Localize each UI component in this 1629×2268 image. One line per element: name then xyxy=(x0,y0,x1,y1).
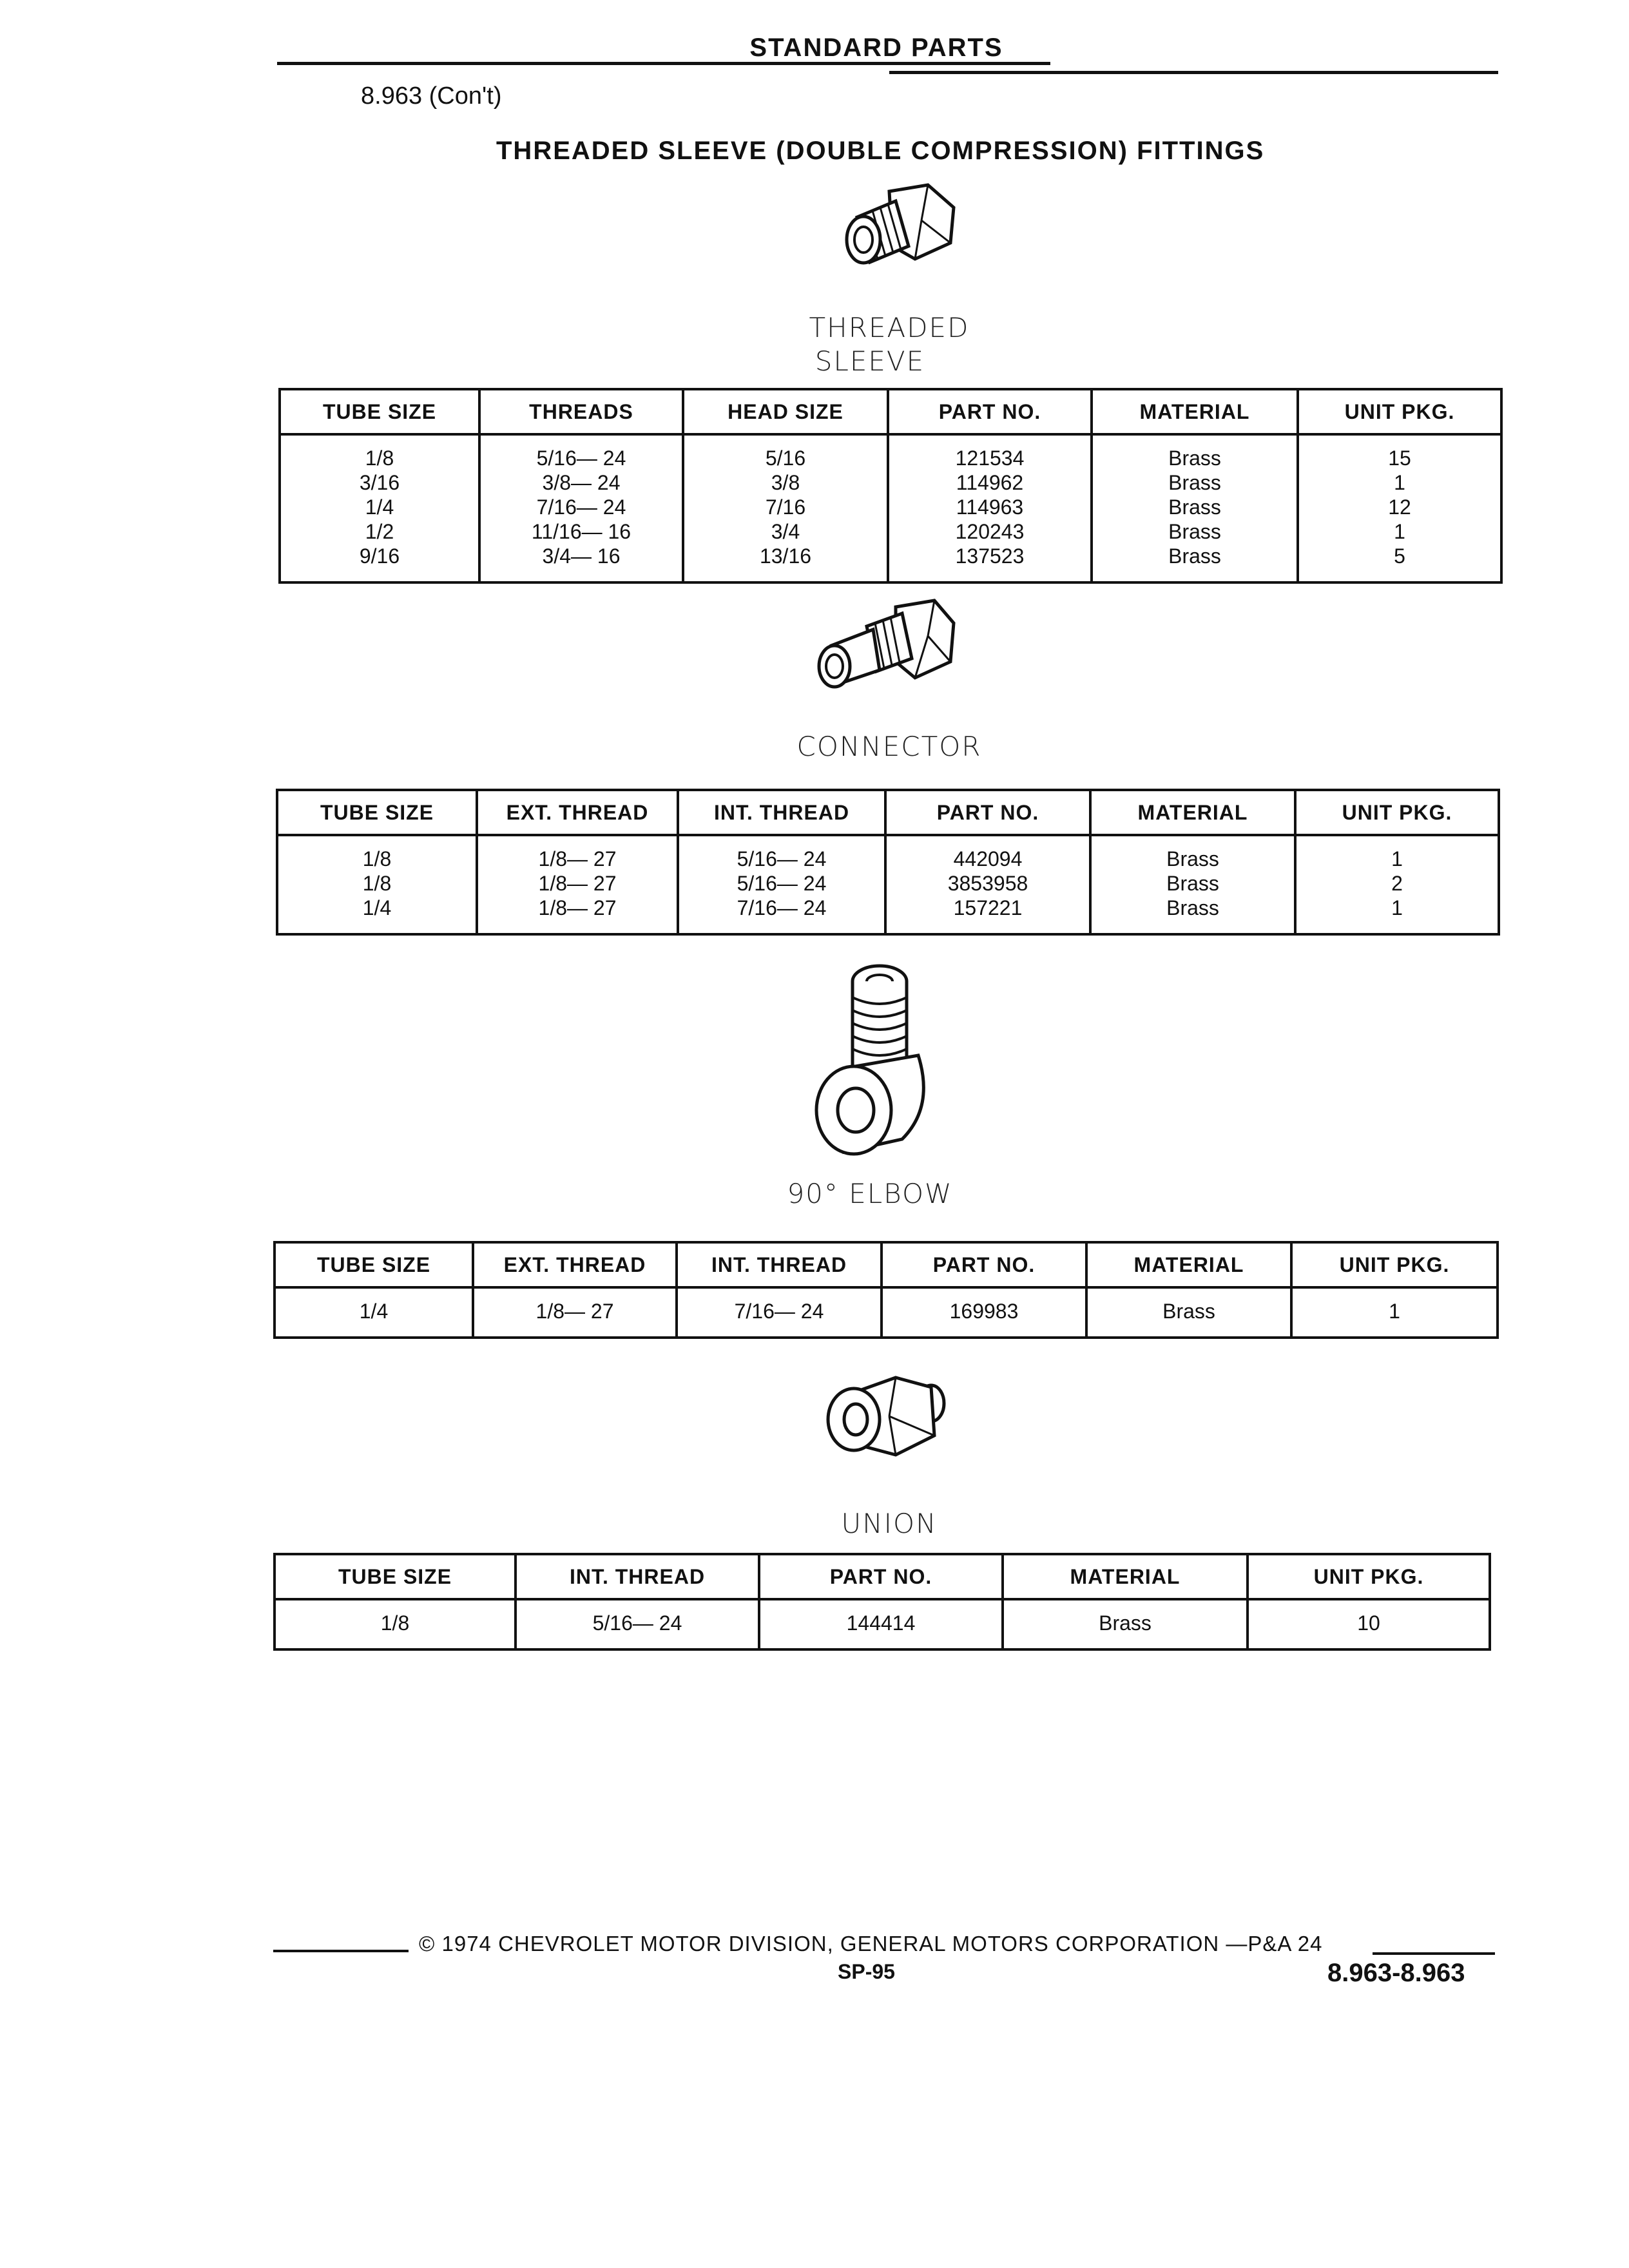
table-cell: 7/16 xyxy=(765,495,806,519)
table-cell: 1/8— 27 xyxy=(538,872,617,895)
table-cell: 3/8 xyxy=(771,471,800,494)
section-range: 8.963-8.963 xyxy=(1327,1959,1465,1987)
table-body-row xyxy=(280,434,1501,582)
table-cell: 7/16— 24 xyxy=(737,896,827,919)
col-header-int-thread: INT. THREAD xyxy=(677,1242,882,1287)
table-cell: 114962 xyxy=(956,471,1024,494)
table-cell: 120243 xyxy=(955,520,1025,543)
col-header-unit-pkg: UNIT PKG. xyxy=(1291,1242,1498,1287)
table-row xyxy=(275,1287,1498,1338)
table-cell: 10 xyxy=(1248,1599,1490,1649)
table-cell: 1/2 xyxy=(365,520,394,543)
table-cell: 1/8— 27 xyxy=(473,1287,677,1338)
table-cell: Brass xyxy=(1166,847,1219,870)
col-header-unit-pkg: UNIT PKG. xyxy=(1298,389,1501,434)
material-cell xyxy=(1092,434,1298,582)
table-cell: 3/4— 16 xyxy=(542,544,621,568)
table-cell: 1/8 xyxy=(365,447,394,470)
table-cell: 1/8 xyxy=(362,872,392,895)
table-cell: Brass xyxy=(1166,872,1219,895)
table-cell: Brass xyxy=(1166,896,1219,919)
table-cell: 3/4 xyxy=(771,520,800,543)
table-row xyxy=(275,1599,1490,1649)
int-thread-cell xyxy=(678,835,885,934)
col-header-material: MATERIAL xyxy=(1090,790,1295,835)
table-header-row xyxy=(275,1554,1490,1599)
col-header-int-thread: INT. THREAD xyxy=(516,1554,759,1599)
table-cell: 137523 xyxy=(955,544,1025,568)
threaded-sleeve-illustration xyxy=(831,182,973,285)
table-cell: 157221 xyxy=(953,896,1023,919)
connector-label: CONNECTOR xyxy=(796,731,982,762)
table-cell: 1 xyxy=(1291,1287,1498,1338)
part-no-cell xyxy=(888,434,1092,582)
threads-cell xyxy=(479,434,683,582)
col-header-ext-thread: EXT. THREAD xyxy=(473,1242,677,1287)
table-cell: 1 xyxy=(1394,520,1405,543)
table-cell: 169983 xyxy=(882,1287,1086,1338)
table-cell: Brass xyxy=(1168,520,1221,543)
footer-rule-left xyxy=(273,1950,409,1952)
connector-illustration xyxy=(805,594,973,710)
ext-thread-cell xyxy=(477,835,678,934)
union-table xyxy=(273,1553,1491,1651)
col-header-part-no: PART NO. xyxy=(759,1554,1003,1599)
table-header-row xyxy=(277,790,1499,835)
col-header-head-size: HEAD SIZE xyxy=(683,389,888,434)
union-label: UNION xyxy=(841,1508,938,1539)
col-header-part-no: PART NO. xyxy=(882,1242,1086,1287)
table-cell: 7/16— 24 xyxy=(677,1287,882,1338)
table-cell: 5/16— 24 xyxy=(536,447,626,470)
threaded-sleeve-label-line1: THREADED xyxy=(809,312,970,343)
tube-size-cell xyxy=(277,835,477,934)
col-header-part-no: PART NO. xyxy=(888,389,1092,434)
footer-rule-right xyxy=(1373,1952,1495,1955)
table-cell: 1/4 xyxy=(365,495,394,519)
table-cell: Brass xyxy=(1003,1599,1248,1649)
col-header-ext-thread: EXT. THREAD xyxy=(477,790,678,835)
table-cell: 1/8— 27 xyxy=(538,847,617,870)
table-cell: 1/8 xyxy=(275,1599,516,1649)
col-header-unit-pkg: UNIT PKG. xyxy=(1248,1554,1490,1599)
table-cell: Brass xyxy=(1086,1287,1291,1338)
table-body-row xyxy=(277,835,1499,934)
table-cell: 5/16— 24 xyxy=(516,1599,759,1649)
col-header-material: MATERIAL xyxy=(1092,389,1298,434)
table-cell: 2 xyxy=(1391,872,1403,895)
connector-table xyxy=(276,789,1500,936)
main-title: THREADED SLEEVE (DOUBLE COMPRESSION) FITTINGS xyxy=(496,137,1265,165)
col-header-tube-size: TUBE SIZE xyxy=(277,790,477,835)
material-cell xyxy=(1090,835,1295,934)
table-cell: Brass xyxy=(1168,544,1221,568)
table-cell: 12 xyxy=(1388,495,1411,519)
table-cell: 1/4 xyxy=(275,1287,473,1338)
elbow-illustration xyxy=(805,959,960,1165)
table-cell: 3853958 xyxy=(947,872,1028,895)
table-cell: 1 xyxy=(1391,847,1403,870)
elbow-label: 90° ELBOW xyxy=(787,1178,953,1209)
col-header-unit-pkg: UNIT PKG. xyxy=(1295,790,1499,835)
table-header-row xyxy=(280,389,1501,434)
table-cell: 15 xyxy=(1388,447,1411,470)
col-header-part-no: PART NO. xyxy=(885,790,1090,835)
table-cell: 144414 xyxy=(759,1599,1003,1649)
tube-size-cell xyxy=(280,434,479,582)
table-cell: 442094 xyxy=(953,847,1023,870)
table-cell: 3/16 xyxy=(359,471,400,494)
header-rule-right xyxy=(889,71,1498,74)
table-cell: 5 xyxy=(1394,544,1405,568)
table-cell: 7/16— 24 xyxy=(536,495,626,519)
table-cell: 13/16 xyxy=(759,544,812,568)
table-cell: 3/8— 24 xyxy=(542,471,621,494)
section-number: 8.963 (Con't) xyxy=(361,82,502,110)
table-cell: 121534 xyxy=(955,447,1025,470)
unit-pkg-cell xyxy=(1298,434,1501,582)
table-cell: 5/16— 24 xyxy=(737,847,827,870)
elbow-table xyxy=(273,1241,1499,1339)
head-size-cell xyxy=(683,434,888,582)
table-cell: 1/8 xyxy=(362,847,392,870)
table-cell: 5/16— 24 xyxy=(737,872,827,895)
copyright-line: © 1974 CHEVROLET MOTOR DIVISION, GENERAL MOTORS CORPORATION —P&A 24 xyxy=(419,1932,1323,1956)
table-cell: 5/16 xyxy=(765,447,806,470)
table-cell: Brass xyxy=(1168,471,1221,494)
table-cell: 9/16 xyxy=(359,544,400,568)
table-cell: 1 xyxy=(1394,471,1405,494)
table-cell: Brass xyxy=(1168,447,1221,470)
table-cell: 1/8— 27 xyxy=(538,896,617,919)
col-header-tube-size: TUBE SIZE xyxy=(275,1242,473,1287)
col-header-material: MATERIAL xyxy=(1086,1242,1291,1287)
header-rule-left xyxy=(277,62,1050,65)
col-header-threads: THREADS xyxy=(479,389,683,434)
col-header-int-thread: INT. THREAD xyxy=(678,790,885,835)
table-cell: 1 xyxy=(1391,896,1403,919)
col-header-tube-size: TUBE SIZE xyxy=(275,1554,516,1599)
part-no-cell xyxy=(885,835,1090,934)
table-header-row xyxy=(275,1242,1498,1287)
table-cell: Brass xyxy=(1168,495,1221,519)
page-header-title: STANDARD PARTS xyxy=(749,34,1003,62)
unit-pkg-cell xyxy=(1295,835,1499,934)
col-header-tube-size: TUBE SIZE xyxy=(280,389,479,434)
table-cell: 114963 xyxy=(956,495,1024,519)
col-header-material: MATERIAL xyxy=(1003,1554,1248,1599)
union-illustration xyxy=(818,1365,960,1474)
page-number: SP-95 xyxy=(838,1960,895,1983)
threaded-sleeve-label-line2: SLEEVE xyxy=(815,345,925,377)
threaded-sleeve-table xyxy=(278,388,1503,584)
table-cell: 1/4 xyxy=(362,896,392,919)
table-cell: 11/16— 16 xyxy=(531,520,631,543)
